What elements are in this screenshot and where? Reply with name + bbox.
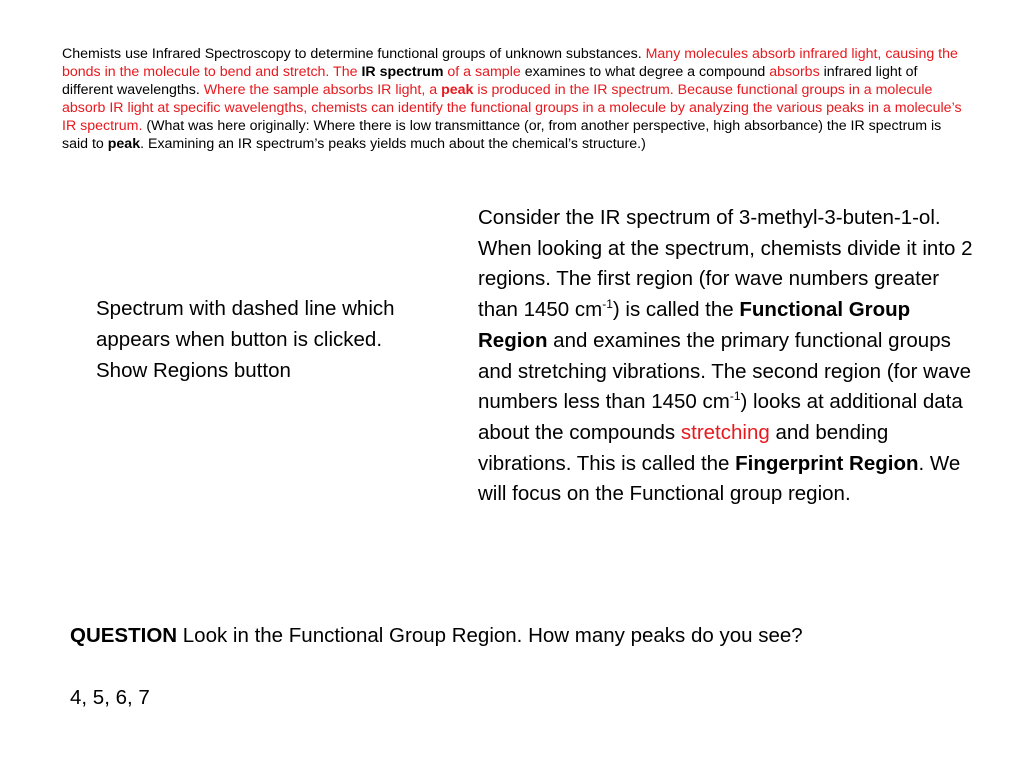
spectrum-placeholder-text: Spectrum with dashed line which appears when button is clicked. (96, 297, 395, 351)
unit-superscript: -1 (729, 389, 741, 404)
intro-ir-spectrum-term: IR spectrum (361, 64, 444, 80)
stretching-term: stretching (680, 420, 770, 444)
intro-original-note: (What was here originally: Where there is low transmittance (or, from another perspective, high absorbance) the IR spectrum is said to (62, 118, 942, 152)
question-text: Look in the Functional Group Region. How many peaks do you see? (177, 624, 803, 647)
explain-text: and bending vibrations. This is called the (478, 420, 889, 475)
spectrum-placeholder (96, 293, 396, 386)
regions-explanation (478, 203, 978, 510)
intro-highlight: is produced in the IR spectrum. Because functional groups in a molecule absorb IR light at specific wavelengths, chemists can identify the functional groups in a molecule by analyzing the various peaks in a molecule’s IR spectrum. (62, 82, 962, 134)
intro-peak-term: peak (441, 82, 474, 98)
intro-highlight: Where the sample absorbs IR light, a (203, 82, 442, 98)
explain-text: ) is called the (612, 298, 740, 322)
intro-text: Chemists use Infrared Spectroscopy to determine functional groups of unknown substances. (62, 46, 646, 62)
answer-choices: 4, 5, 6, 7 (70, 686, 150, 709)
unit-superscript: -1 (602, 297, 613, 312)
question-prompt (70, 622, 970, 650)
intro-absorbs-term: absorbs (769, 64, 820, 80)
explain-text: Consider the IR spectrum of 3-methyl-3-buten-1-ol. When looking at the spectrum, chemists divide it into 2 regions. The first region (for wave numbers greater than 1450 cm (478, 206, 973, 322)
intro-text: infrared light of different wavelengths. (62, 64, 918, 98)
question-label: QUESTION (70, 624, 178, 647)
intro-highlight: of a sample (443, 64, 521, 80)
fingerprint-region-term: Fingerprint Region (735, 451, 919, 475)
intro-text: examines to what degree a compound (520, 64, 770, 80)
explain-text: . We will focus on the Functional group region. (478, 451, 961, 506)
explain-text: ) looks at additional data about the compounds (478, 390, 963, 444)
intro-peak-term-bold: peak (107, 136, 141, 152)
intro-original-note-end: . Examining an IR spectrum’s peaks yields much about the chemical’s structure.) (140, 136, 646, 152)
intro-paragraph (62, 45, 962, 153)
show-regions-button-placeholder: Show Regions button (96, 359, 291, 382)
functional-group-region-term: Functional Group Region (478, 298, 911, 352)
explain-text: and examines the primary functional groups and stretching vibrations. The second region (for wave numbers less than 1450 cm (478, 328, 972, 414)
intro-highlight: Many molecules absorb infrared light, causing the bonds in the molecule to bend and stretch. The (62, 46, 958, 80)
